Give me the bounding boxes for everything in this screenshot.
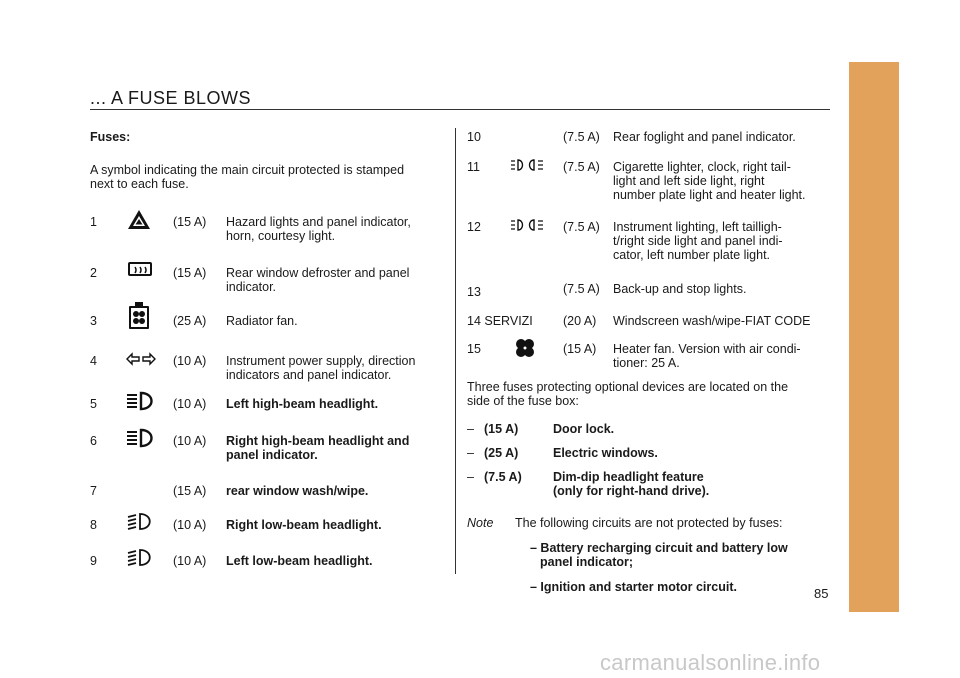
- fuse-amperage: (7.5 A): [563, 220, 600, 234]
- note-item-line: panel indicator;: [540, 555, 634, 569]
- optional-intro-line-1: Three fuses protecting optional devices are located on the: [467, 380, 789, 394]
- optional-intro-line-2: side of the fuse box:: [467, 394, 579, 408]
- fuse-amperage: (7.5 A): [563, 130, 600, 144]
- optional-amperage: (7.5 A): [484, 470, 522, 484]
- fuse-description-line: Rear foglight and panel indicator.: [613, 130, 796, 144]
- fuse-amperage: (10 A): [173, 554, 207, 568]
- fuse-amperage: (7.5 A): [563, 282, 600, 296]
- header-divider: [90, 109, 830, 110]
- page-number: 85: [814, 586, 829, 601]
- fuse-amperage: (15 A): [173, 266, 207, 280]
- fuse-description-line: light and left side light, right: [613, 174, 765, 188]
- fuse-amperage: (10 A): [173, 397, 207, 411]
- note-item-line: – Battery recharging circuit and battery low: [530, 541, 788, 555]
- fuse-description-line: horn, courtesy light.: [226, 229, 336, 243]
- low-beam-icon: [126, 511, 154, 531]
- fuse-amperage: (7.5 A): [563, 160, 600, 174]
- heater-fan-icon: [515, 338, 535, 358]
- optional-dash: –: [467, 422, 474, 436]
- fuse-number: 13: [467, 285, 481, 299]
- fuse-amperage: (15 A): [563, 342, 597, 356]
- fuse-description-line: Radiator fan.: [226, 314, 298, 328]
- note-item-line: – Ignition and starter motor circuit.: [530, 580, 737, 594]
- high-beam-icon: [126, 391, 156, 411]
- fuse-number: 4: [90, 354, 97, 368]
- fuse-amperage: (10 A): [173, 434, 207, 448]
- optional-amperage: (25 A): [484, 446, 519, 460]
- intro-line-1: A symbol indicating the main circuit protected is stamped: [90, 163, 405, 177]
- section-tab-strip: [849, 62, 899, 612]
- fuse-description-line: indicator.: [226, 280, 277, 294]
- fuse-description-line: indicators and panel indicator.: [226, 368, 392, 382]
- fuse-amperage: (15 A): [173, 484, 207, 498]
- fuse-description-line: Right high-beam headlight and: [226, 434, 410, 448]
- intro-line-2: next to each fuse.: [90, 177, 189, 191]
- fuse-description-line: t/right side light and panel indi-: [613, 234, 783, 248]
- fuse-description-line: Instrument power supply, direction: [226, 354, 416, 368]
- fuse-amperage: (20 A): [563, 314, 597, 328]
- fuse-number: 9: [90, 554, 97, 568]
- fuse-number: 3: [90, 314, 97, 328]
- fuse-description-line: Cigarette lighter, clock, right tail-: [613, 160, 791, 174]
- fuse-description-line: Back-up and stop lights.: [613, 282, 747, 296]
- fuse-description-line: cator, left number plate light.: [613, 248, 771, 262]
- fuse-amperage: (15 A): [173, 215, 207, 229]
- fuse-amperage: (10 A): [173, 354, 207, 368]
- page-title: ... A FUSE BLOWS: [90, 88, 252, 108]
- side-light-icon: [510, 218, 544, 232]
- optional-description-line: Door lock.: [553, 422, 615, 436]
- optional-description-line: (only for right-hand drive).: [553, 484, 710, 498]
- fuse-description-line: Left high-beam headlight.: [226, 397, 379, 411]
- fuse-number: 2: [90, 266, 97, 280]
- fuse-number: 10: [467, 130, 481, 144]
- low-beam-icon: [126, 547, 154, 567]
- fuse-description-line: number plate light and heater light.: [613, 188, 806, 202]
- note-label: Note: [467, 516, 494, 530]
- optional-description-line: Electric windows.: [553, 446, 658, 460]
- hazard-triangle-icon: [127, 208, 151, 230]
- fuse-description-line: panel indicator.: [226, 448, 318, 462]
- fuse-number: 7: [90, 484, 97, 498]
- optional-dash: –: [467, 446, 474, 460]
- fuse-description-line: Instrument lighting, left tailligh-: [613, 220, 782, 234]
- fuses-label: Fuses:: [90, 130, 131, 144]
- fuse-description-line: Left low-beam headlight.: [226, 554, 373, 568]
- fuse-description-line: Rear window defroster and panel: [226, 266, 410, 280]
- fuse-amperage: (10 A): [173, 518, 207, 532]
- fuse-description-line: tioner: 25 A.: [613, 356, 680, 370]
- fuse-description-line: Windscreen wash/wipe-FIAT CODE: [613, 314, 811, 328]
- fuse-number: 1: [90, 215, 97, 229]
- fuse-number: 8: [90, 518, 97, 532]
- rear-defroster-icon: [128, 261, 152, 279]
- radiator-fan-icon: [128, 302, 150, 330]
- note-text: The following circuits are not protected by fuses:: [515, 516, 783, 530]
- fuse-number: 15: [467, 342, 481, 356]
- fuse-number: 14 SERVIZI: [467, 314, 533, 328]
- fuse-number: 5: [90, 397, 97, 411]
- high-beam-icon: [126, 428, 156, 448]
- fuse-description-line: Right low-beam headlight.: [226, 518, 382, 532]
- fuse-number: 6: [90, 434, 97, 448]
- column-divider: [455, 128, 456, 574]
- direction-arrows-icon: [126, 352, 156, 366]
- watermark: carmanualsonline.info: [600, 650, 821, 675]
- optional-description-line: Dim-dip headlight feature: [553, 470, 704, 484]
- optional-dash: –: [467, 470, 474, 484]
- fuse-description-line: Heater fan. Version with air condi-: [613, 342, 801, 356]
- optional-amperage: (15 A): [484, 422, 519, 436]
- side-light-icon: [510, 158, 544, 172]
- fuse-number: 12: [467, 220, 481, 234]
- fuse-number: 11: [467, 160, 480, 174]
- fuse-amperage: (25 A): [173, 314, 207, 328]
- fuse-description-line: Hazard lights and panel indicator,: [226, 215, 411, 229]
- fuse-description-line: rear window wash/wipe.: [226, 484, 369, 498]
